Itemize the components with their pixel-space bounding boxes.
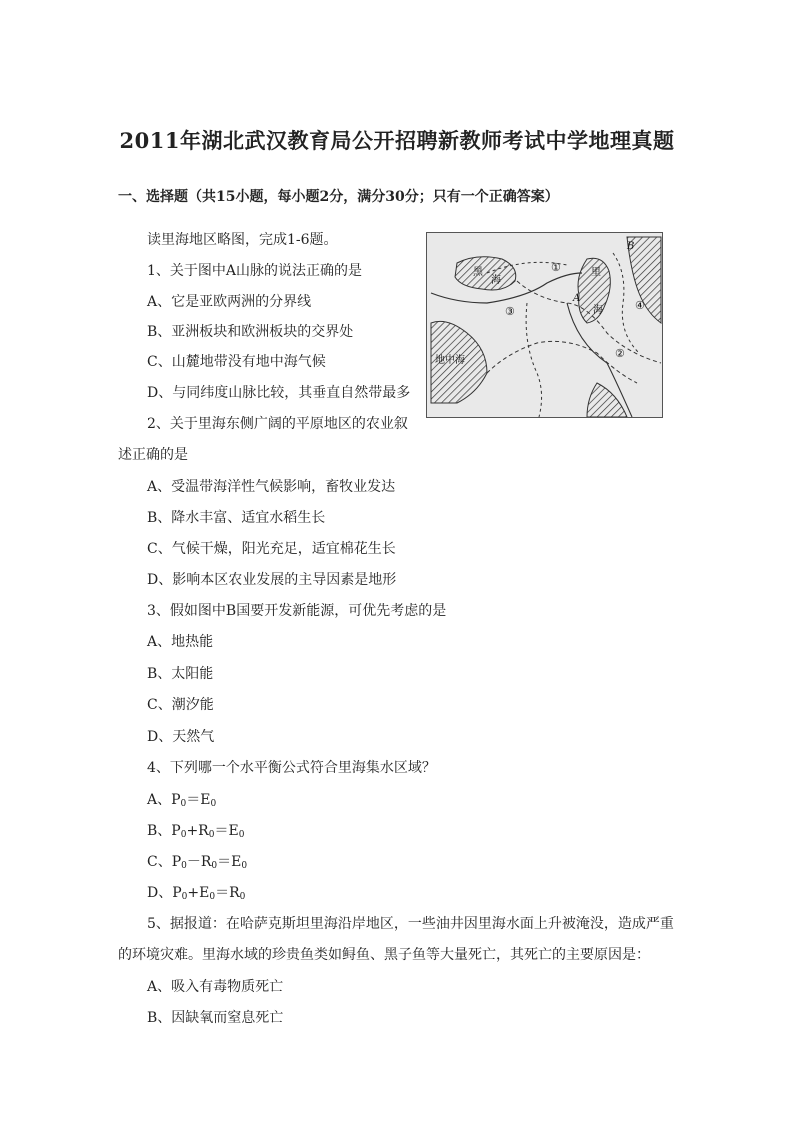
q3-stem: 3、假如图中B国要开发新能源，可优先考虑的是 [147,603,447,619]
q4-option-a: A、$P_0=E_0$ [147,792,217,809]
map-label-mediterranean: 地中海 [435,355,465,366]
q2-option-b: B、降水丰富、适宜水稻生长 [147,510,326,526]
q4-stem: 4、下列哪一个水平衡公式符合里海集水区域？ [147,760,436,776]
map-label-black-sea-1: 黑 [473,267,483,278]
q5-stem-line1: 5、据报道：在哈萨克斯坦里海沿岸地区，一些油井因里海水面上升被淹没，造成严重 [147,916,674,932]
page-title: 2011年湖北武汉教育局公开招聘新教师考试中学地理真题 [119,128,675,153]
map-label-num-1: ① [551,261,561,274]
q3-option-a: A、地热能 [147,634,214,650]
q1-stem: 1、关于图中A山脉的说法正确的是 [147,263,363,279]
map-label-black-sea-2: 海 [491,275,501,286]
map-label-country-b: B [627,241,635,252]
map-label-mountain-a: A [573,293,581,304]
q4-option-d: D、$P_0+E_0=R_0$ [147,885,246,902]
q2-stem-line2: 述正确的是 [118,447,188,463]
q2-stem-line1: 2、关于里海东侧广阔的平原地区的农业叙 [147,416,408,432]
black-sea-shape [455,257,516,290]
q2-option-d: D、影响本区农业发展的主导因素是地形 [147,572,397,588]
map-label-num-3: ③ [505,305,515,318]
q4-option-b: B、$P_0+R_0=E_0$ [147,823,245,840]
q5-option-a: A、吸入有毒物质死亡 [147,979,284,995]
map-label-num-2: ② [615,347,625,360]
section-heading: 一、选择题（共15小题，每小题2分，满分30分；只有一个正确答案） [118,189,559,205]
q1-option-d: D、与同纬度山脉比较，其垂直自然带最多 [147,385,411,401]
q5-stem-line2: 的环境灾难。里海水域的珍贵鱼类如鲟鱼、黑子鱼等大量死亡，其死亡的主要原因是： [118,947,650,963]
q1-option-a: A、它是亚欧两洲的分界线 [147,294,312,310]
q1-option-b: B、亚洲板块和欧洲板块的交界处 [147,324,354,340]
map-label-caspian-2: 海 [593,305,603,316]
south-hatch-shape [587,383,627,417]
map-label-num-4: ④ [635,299,645,312]
caspian-region-map [426,232,663,418]
map-label-caspian-1: 里 [591,267,601,278]
q2-option-c: C、气候干燥，阳光充足，适宜棉花生长 [147,541,396,557]
q5-option-b: B、因缺氧而窒息死亡 [147,1010,284,1026]
q1-option-c: C、山麓地带没有地中海气候 [147,354,326,370]
q2-option-a: A、受温带海洋性气候影响，畜牧业发达 [147,479,396,495]
intro-text: 读里海地区略图，完成1-6题。 [147,232,338,248]
q3-option-d: D、天然气 [147,729,215,745]
q4-option-c: C、$P_0-R_0=E_0$ [147,854,248,871]
q3-option-c: C、潮汐能 [147,697,214,713]
q3-option-b: B、太阳能 [147,666,214,682]
